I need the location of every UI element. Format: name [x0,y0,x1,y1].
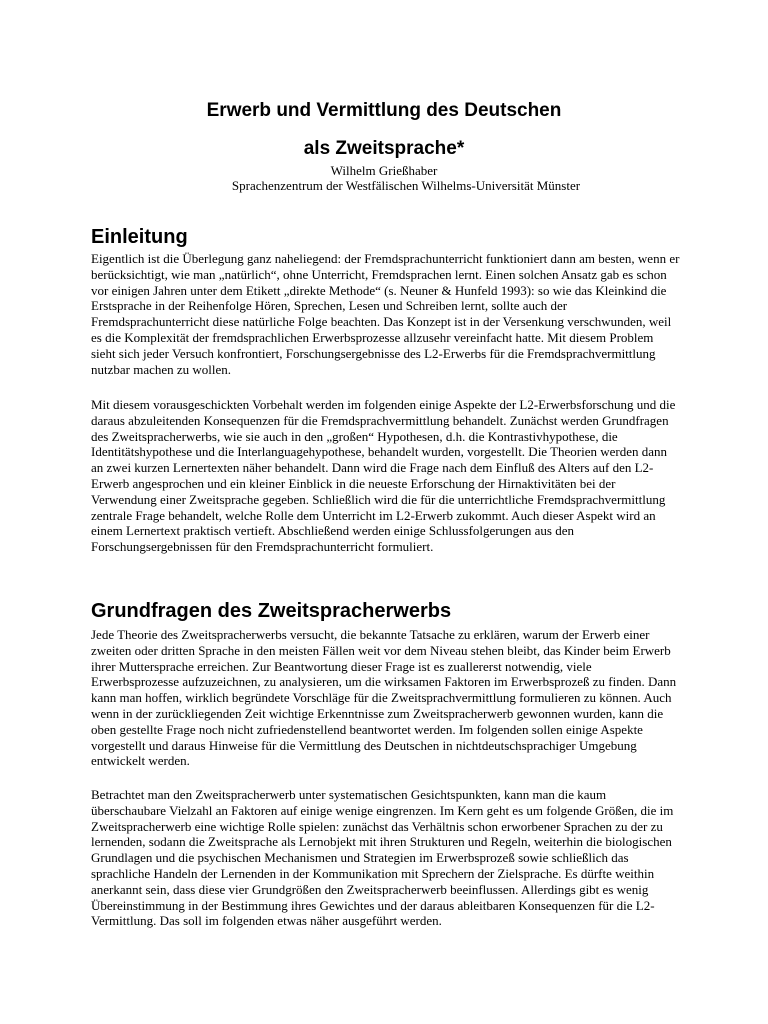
author-name: Wilhelm Grießhaber [330,163,438,178]
section-heading-einleitung: Einleitung [91,226,188,248]
body-paragraph: Eigentlich ist die Überlegung ganz naheliegend: der Fremdsprachunterricht funktioniert dann am besten, wenn er berücksichtigt, wie man „natürlich“, ohne Unterricht, Fremdsprachen lernt. Einen solchen Ansatz gab es schon vor einigen Jahren unter dem Etikett „direkte Methode“ (s. Neuner & Hunfeld 1993): so wie das Kleinkind die Erstsprache in der Reihenfolge Hören, Sprechen, Lesen und Schreiben lernt, sollte auch der Fremdsprachunterricht diese natürliche Folge beachten. Das Konzept ist in der Versenkung verschwunden, weil es die Komplexität der fremdsprachlichen Erwerbsprozesse allzusehr vereinfacht hatte. Mit diesem Problem sieht sich jeder Versuch konfrontiert, Forschungsergebnisse des L2-Erwerbs für die Fremdsprachvermittlung nutzbar machen zu wollen. [91,251,680,377]
body-paragraph: Betrachtet man den Zweitspracherwerb unter systematischen Gesichtspunkten, kann man die kaum überschaubare Vielzahl an Faktoren auf einige wenige eingrenzen. Im Kern geht es um folgende Größen, die im Zweitspracherwerb eine wichtige Rolle spielen: zunächst das Verhältnis schon erworbener Sprachen zu der zu lernenden, sodann die Zweitsprache als Lernobjekt mit ihren Strukturen und Regeln, weiterhin die biologischen Grundlagen und die psychischen Mechanismen und Strategien im Erwerbsprozeß sowie schließlich das sprachliche Handeln der Lernenden in der Kommunikation mit Sprechern der Zielsprache. Es dürfte weithin anerkannt sein, dass diese vier Grundgrößen den Zweitspracherwerb beeinflussen. Allerdings gibt es wenig Übereinstimmung in der Bestimmung ihres Gewichtes und der daraus ableitbaren Konsequenzen für die L2-Vermittlung. Das soll im folgenden etwas näher ausgeführt werden. [91,787,674,929]
body-paragraph: Mit diesem vorausgeschickten Vorbehalt werden im folgenden einige Aspekte der L2-Erwerbsforschung und die daraus abzuleitenden Konsequenzen für die Fremdsprachvermittlung behandelt. Zunächst werden Grundfragen des Zweitspracherwerbs, wie sie auch in den „großen“ Hypothesen, d.h. die Kontrastivhypothese, die Identitätshypothese und die Interlanguagehypothese, behandelt wurden, vorgestellt. Die Theorien werden dann an zwei kurzen Lernertexten näher behandelt. Dann wird die Frage nach dem Einfluß des Alters auf den L2-Erwerb angesprochen und ein kleiner Einblick in die neueste Erforschung der Hirnaktivitäten bei der Verwendung einer Zweitsprache gegeben. Schließlich wird die für die unterrichtliche Fremdsprachvermittlung zentrale Frage behandelt, welche Rolle dem Unterricht im L2-Erwerb zukommt. Auch dieser Aspekt wird an einem Lernertext praktisch vertieft. Abschließend werden einige Schlussfolgerungen aus den Forschungsergebnissen für den Fremdsprachunterricht formuliert. [91,397,676,555]
section-heading-grundfragen: Grundfragen des Zweitspracherwerbs [91,600,452,622]
document-title-line2: als Zweitsprache* [303,138,465,159]
document-title-line1: Erwerb und Vermittlung des Deutschen [206,100,562,121]
body-paragraph: Jede Theorie des Zweitspracherwerbs versucht, die bekannte Tatsache zu erklären, warum der Erwerb einer zweiten oder dritten Sprache in den meisten Fällen weit vor dem Niveau stehen bleibt, das Kinder beim Erwerb ihrer Muttersprache erreichen. Zur Beantwortung dieser Frage ist es zuallererst notwendig, viele Erwerbsprozesse aufzuzeichnen, zu analysieren, um die wirksamen Faktoren im Erwerbsprozeß zu finden. Dann kann man hoffen, wirklich begründete Vorschläge für die Zweitsprachvermittlung formulieren zu können. Auch wenn in der zurückliegenden Zeit wichtige Erkenntnisse zum Zweitspracherwerb gewonnen wurden, kann die oben gestellte Frage noch nicht zufriedenstellend beantwortet werden. Im folgenden sollen einige Aspekte vorgestellt und daraus Hinweise für die Vermittlung des Deutschen in nichtdeutschsprachiger Umgebung entwickelt werden. [91,627,677,769]
author-affiliation: Sprachenzentrum der Westfälischen Wilhelms-Universität Münster [231,178,581,193]
